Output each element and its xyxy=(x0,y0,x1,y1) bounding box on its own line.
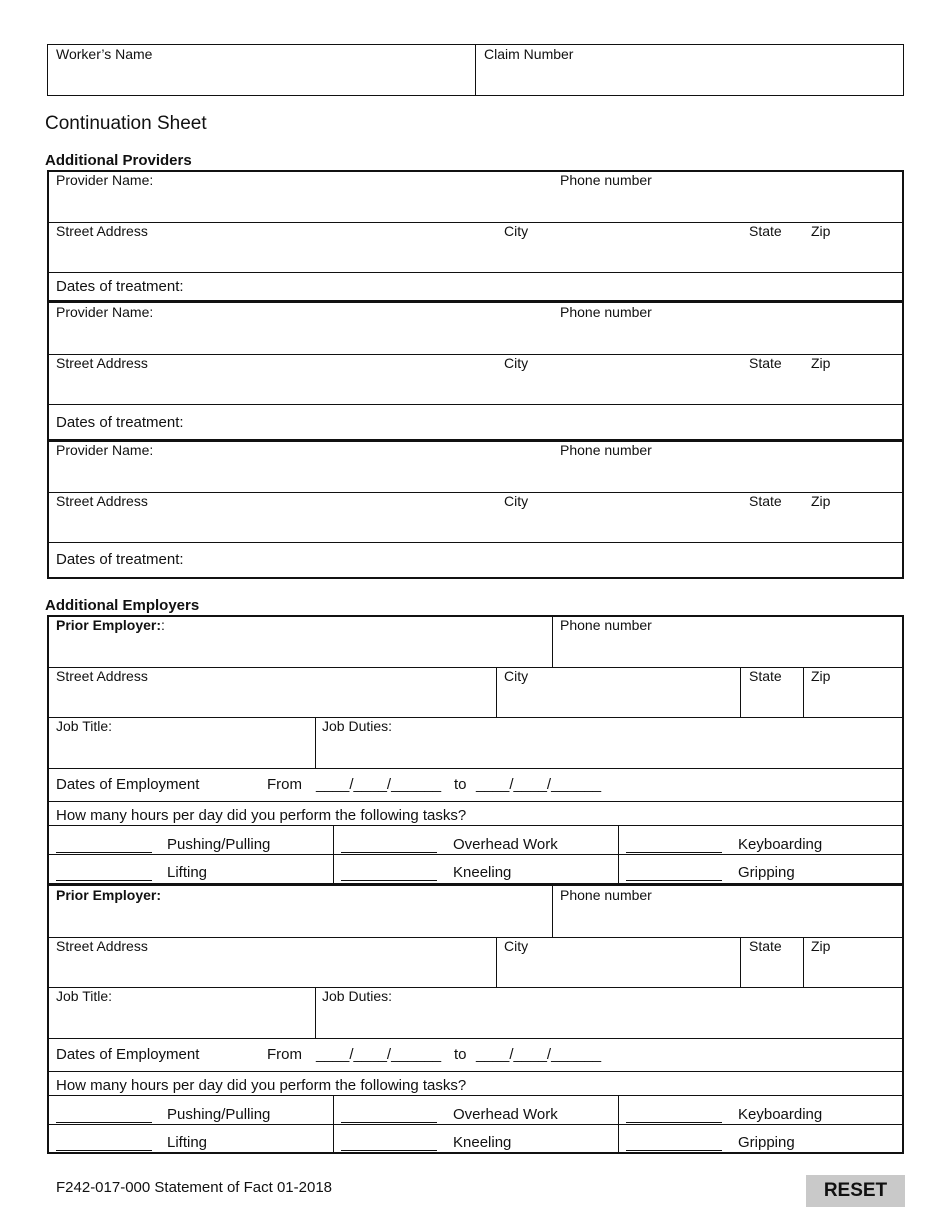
overhead-work-hours-input[interactable] xyxy=(341,834,437,852)
overhead-work-hours-line xyxy=(341,852,437,853)
employer-phone-input[interactable] xyxy=(557,637,898,663)
kneeling-hours-line xyxy=(341,880,437,881)
divider xyxy=(803,937,804,987)
overhead-work-hours-input[interactable] xyxy=(341,1104,437,1122)
street-address-label: Street Address xyxy=(56,938,148,954)
dates-of-treatment-input[interactable] xyxy=(200,276,898,298)
lifting-hours-line xyxy=(56,1150,152,1151)
divider xyxy=(48,987,903,988)
city-input[interactable] xyxy=(500,375,740,401)
dates-of-employment-label: Dates of Employment xyxy=(56,776,200,793)
task-label: Kneeling xyxy=(453,864,512,881)
state-label: State xyxy=(749,668,782,684)
city-input[interactable] xyxy=(500,513,740,539)
state-label: State xyxy=(749,223,782,239)
dates-of-treatment-input[interactable] xyxy=(200,548,898,572)
zip-label: Zip xyxy=(811,223,831,239)
task-label: Keyboarding xyxy=(738,836,823,853)
divider xyxy=(315,717,316,768)
provider-name-input[interactable] xyxy=(52,192,547,218)
dates-of-employment-label: Dates of Employment xyxy=(56,1046,200,1063)
dates-of-treatment-label: Dates of treatment: xyxy=(56,414,184,431)
kneeling-hours-input[interactable] xyxy=(341,1132,437,1150)
job-duties-label: Job Duties: xyxy=(322,988,393,1004)
state-label: State xyxy=(749,938,782,954)
page-title: Continuation Sheet xyxy=(45,113,207,134)
street-address-label: Street Address xyxy=(56,668,148,684)
keyboarding-hours-input[interactable] xyxy=(626,1104,722,1122)
zip-label: Zip xyxy=(811,938,831,954)
divider xyxy=(48,825,903,826)
keyboarding-hours-line xyxy=(626,1122,722,1123)
state-input[interactable] xyxy=(744,688,800,714)
lifting-hours-input[interactable] xyxy=(56,862,152,880)
divider xyxy=(740,667,741,717)
kneeling-hours-line xyxy=(341,1150,437,1151)
claim-number-input[interactable] xyxy=(480,66,898,92)
divider xyxy=(48,768,903,769)
keyboarding-hours-line xyxy=(626,852,722,853)
divider xyxy=(48,404,903,405)
prior-employer-input[interactable] xyxy=(52,907,547,933)
divider xyxy=(496,667,497,717)
task-label: Pushing/Pulling xyxy=(167,836,271,853)
from-label: From xyxy=(267,776,302,793)
lifting-hours-input[interactable] xyxy=(56,1132,152,1150)
city-label: City xyxy=(504,668,529,684)
from-label: From xyxy=(267,1046,302,1063)
street-address-label: Street Address xyxy=(56,223,148,239)
divider xyxy=(740,937,741,987)
divider xyxy=(48,717,903,718)
job-duties-input[interactable] xyxy=(320,1008,898,1034)
task-label: Lifting xyxy=(167,864,208,881)
gripping-hours-line xyxy=(626,1150,722,1151)
form-id: F242-017-000 Statement of Fact 01-2018 xyxy=(56,1179,333,1196)
claim-number-label: Claim Number xyxy=(484,46,574,62)
provider-phone-label: Phone number xyxy=(560,172,652,188)
state-label: State xyxy=(749,355,782,371)
street-address-label: Street Address xyxy=(56,493,148,509)
prior-employer-input[interactable] xyxy=(52,637,547,663)
divider xyxy=(496,937,497,987)
divider xyxy=(315,987,316,1038)
kneeling-hours-input[interactable] xyxy=(341,862,437,880)
street-address-input[interactable] xyxy=(52,958,492,984)
block-separator xyxy=(48,883,903,886)
city-input[interactable] xyxy=(500,688,736,714)
employers-heading: Additional Employers xyxy=(45,597,200,614)
zip-label: Zip xyxy=(811,493,831,509)
lifting-hours-line xyxy=(56,880,152,881)
zip-label: Zip xyxy=(811,668,831,684)
divider xyxy=(48,1071,903,1072)
divider xyxy=(48,801,903,802)
street-address-input[interactable] xyxy=(52,688,492,714)
street-address-input[interactable] xyxy=(52,375,492,401)
state-input[interactable] xyxy=(744,958,800,984)
provider-name-label: Provider Name: xyxy=(56,442,154,458)
task-label: Kneeling xyxy=(453,1134,512,1151)
employer-phone-label: Phone number xyxy=(560,887,652,903)
worker-name-input[interactable] xyxy=(52,66,470,92)
task-label: Gripping xyxy=(738,864,795,881)
state-input[interactable] xyxy=(745,375,801,401)
city-input[interactable] xyxy=(500,243,740,269)
provider-phone-label: Phone number xyxy=(560,442,652,458)
street-address-label: Street Address xyxy=(56,355,148,371)
zip-input[interactable] xyxy=(807,513,899,539)
provider-name-input[interactable] xyxy=(52,462,547,488)
overhead-work-hours-line xyxy=(341,1122,437,1123)
from-date-blank[interactable]: ____/____/______ xyxy=(316,1046,442,1063)
to-label: to xyxy=(454,1046,467,1063)
zip-input[interactable] xyxy=(807,375,899,401)
dates-of-treatment-label: Dates of treatment: xyxy=(56,551,184,568)
divider xyxy=(48,542,903,543)
block-separator xyxy=(48,300,903,303)
city-input[interactable] xyxy=(500,958,736,984)
job-title-input[interactable] xyxy=(52,738,311,764)
street-address-input[interactable] xyxy=(52,513,492,539)
dates-of-treatment-input[interactable] xyxy=(200,411,898,435)
zip-input[interactable] xyxy=(807,958,899,984)
provider-name-input[interactable] xyxy=(52,324,547,350)
pushing-pulling-hours-input[interactable] xyxy=(56,834,152,852)
state-input[interactable] xyxy=(745,513,801,539)
employer-phone-label: Phone number xyxy=(560,617,652,633)
job-title-input[interactable] xyxy=(52,1008,311,1034)
divider xyxy=(48,854,903,855)
divider xyxy=(803,667,804,717)
to-label: to xyxy=(454,776,467,793)
task-label: Gripping xyxy=(738,1134,795,1151)
provider-phone-label: Phone number xyxy=(560,304,652,320)
provider-phone-input[interactable] xyxy=(556,462,898,488)
task-label: Pushing/Pulling xyxy=(167,1106,271,1123)
pushing-pulling-hours-input[interactable] xyxy=(56,1104,152,1122)
prior-employer-label: Prior Employer: xyxy=(56,887,162,903)
pushing-pulling-hours-line xyxy=(56,852,152,853)
job-duties-label: Job Duties: xyxy=(322,718,393,734)
zip-input[interactable] xyxy=(807,243,899,269)
hours-question: How many hours per day did you perform the following tasks? xyxy=(56,807,467,824)
hours-question: How many hours per day did you perform the following tasks? xyxy=(56,1077,467,1094)
gripping-hours-input[interactable] xyxy=(626,862,722,880)
from-date-blank[interactable]: ____/____/______ xyxy=(316,776,442,793)
employer-phone-input[interactable] xyxy=(557,907,898,933)
to-date-blank[interactable]: ____/____/______ xyxy=(476,776,602,793)
provider-phone-input[interactable] xyxy=(556,324,898,350)
reset-button[interactable]: RESET xyxy=(806,1175,905,1207)
task-label: Keyboarding xyxy=(738,1106,823,1123)
street-address-input[interactable] xyxy=(52,243,492,269)
provider-name-label: Provider Name: xyxy=(56,172,154,188)
job-title-label: Job Title: xyxy=(56,988,113,1004)
gripping-hours-input[interactable] xyxy=(626,1132,722,1150)
divider xyxy=(552,616,553,667)
pushing-pulling-hours-line xyxy=(56,1122,152,1123)
job-duties-input[interactable] xyxy=(320,738,898,764)
job-title-label: Job Title: xyxy=(56,718,113,734)
dates-of-treatment-label: Dates of treatment: xyxy=(56,278,184,295)
task-label: Overhead Work xyxy=(453,1106,558,1123)
provider-phone-input[interactable] xyxy=(556,192,898,218)
divider xyxy=(48,1124,903,1125)
prior-employer-label: Prior Employer:: xyxy=(56,617,165,633)
zip-input[interactable] xyxy=(807,688,899,714)
provider-name-label: Provider Name: xyxy=(56,304,154,320)
to-date-blank[interactable]: ____/____/______ xyxy=(476,1046,602,1063)
city-label: City xyxy=(504,355,529,371)
divider xyxy=(552,886,553,937)
zip-label: Zip xyxy=(811,355,831,371)
city-label: City xyxy=(504,938,529,954)
task-label: Lifting xyxy=(167,1134,208,1151)
worker-name-label: Worker’s Name xyxy=(56,46,153,62)
block-separator xyxy=(48,439,903,442)
keyboarding-hours-input[interactable] xyxy=(626,834,722,852)
city-label: City xyxy=(504,493,529,509)
gripping-hours-line xyxy=(626,880,722,881)
divider xyxy=(48,1038,903,1039)
task-label: Overhead Work xyxy=(453,836,558,853)
divider xyxy=(48,1095,903,1096)
state-label: State xyxy=(749,493,782,509)
providers-heading: Additional Providers xyxy=(45,152,192,169)
divider xyxy=(48,272,903,273)
state-input[interactable] xyxy=(745,243,801,269)
city-label: City xyxy=(504,223,529,239)
